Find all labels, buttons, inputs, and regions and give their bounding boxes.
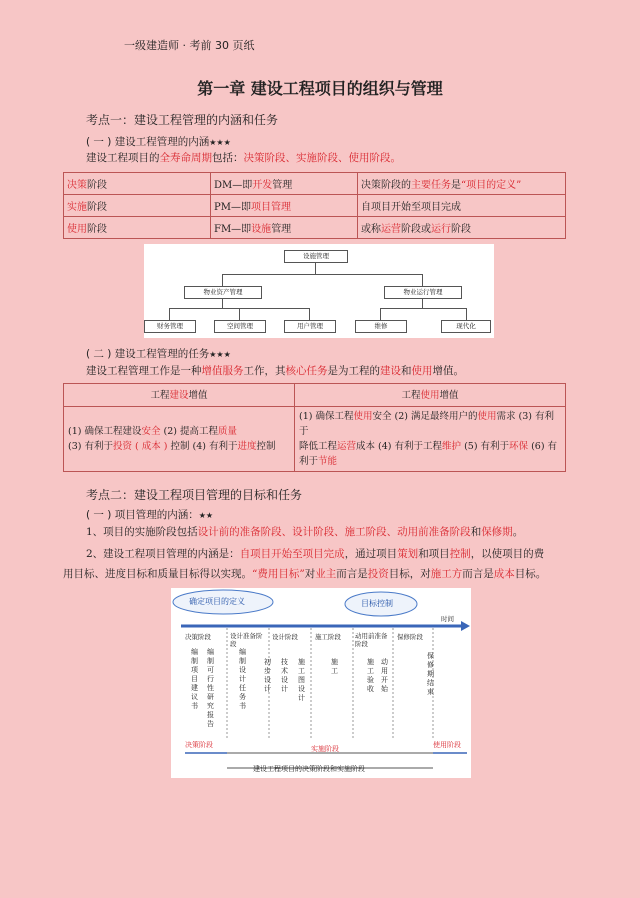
- kp1-task: 建设工程管理工作是一种增值服务工作，其核心任务是为工程的建设和使用增值。: [86, 365, 464, 377]
- v-text: 施工验收: [367, 658, 374, 693]
- kp1-title: 考点一：建设工程管理的内涵和任务: [86, 113, 279, 127]
- org-leaf4: 维修: [355, 320, 407, 333]
- v-text: 施工图设计: [298, 658, 305, 702]
- phase-label: 设计阶段: [272, 633, 298, 641]
- org-leaf5: 现代化: [441, 320, 491, 333]
- lifecycle-diagram: [171, 588, 471, 778]
- v-text: 保修期结束: [427, 652, 434, 696]
- org-mid1: 物业资产管理: [184, 286, 262, 299]
- phase-label: 设计准备阶段: [230, 632, 263, 648]
- time-label: 时间: [441, 615, 454, 623]
- table-row: 决策阶段 DM—即开发管理 决策阶段的主要任务是“项目的定义”: [64, 173, 566, 195]
- table-row: 实施阶段 PM—即项目管理 自项目开始至项目完成: [64, 195, 566, 217]
- bottom-use: 使用阶段: [433, 741, 461, 749]
- kp2-p3: 用目标、进度目标和质量目标得以实现。“费用目标”对业主而言是投资目标，对施工方而言是成本目标。: [63, 568, 547, 580]
- value-table: [63, 383, 566, 472]
- chapter-title: 第一章 建设工程项目的组织与管理: [197, 79, 443, 98]
- bottom-span: 建设工程项目的决策阶段和实施阶段: [253, 765, 365, 773]
- v-text: 编制项目建议书: [191, 648, 198, 710]
- v-text: 施工: [331, 658, 338, 675]
- org-leaf1: 财务管理: [144, 320, 196, 333]
- kp1-lifecycle: 建设工程项目的全寿命周期包括：决策阶段、实施阶段、使用阶段。: [86, 152, 401, 164]
- cloud-define: 确定项目的定义: [189, 597, 245, 606]
- org-leaf2: 空间管理: [214, 320, 266, 333]
- phase-label: 决策阶段: [185, 633, 211, 641]
- table-row: 工程建设增值 工程使用增值: [64, 384, 566, 407]
- kp2-p2: 2、建设工程项目管理的内涵是：自项目开始至项目完成，通过项目策划和项目控制，以使项目的费: [86, 548, 545, 560]
- v-text: 初步设计: [264, 658, 271, 693]
- bottom-decision: 决策阶段: [185, 741, 213, 749]
- org-chart: [144, 244, 494, 338]
- phase-label: 保修阶段: [397, 633, 423, 641]
- kp1-s2: ( 二 ) 建设工程管理的任务★★★: [86, 348, 231, 360]
- phase-label: 施工阶段: [315, 633, 341, 641]
- kp2-p1: 1、项目的实施阶段包括设计前的准备阶段、设计阶段、施工阶段、动用前准备阶段和保修期。: [86, 526, 524, 538]
- org-root: 设施管理: [284, 250, 348, 263]
- org-mid2: 物业运行管理: [384, 286, 462, 299]
- star-icon: ★★: [198, 511, 214, 520]
- kp1-s1: ( 一 ) 建设工程管理的内涵★★★: [86, 136, 231, 148]
- phase-label: 动用前准备阶段: [355, 632, 388, 648]
- cloud-control: 目标控制: [361, 599, 393, 608]
- kp2-title: 考点二：建设工程项目管理的目标和任务: [86, 488, 303, 502]
- bottom-impl: 实施阶段: [311, 745, 339, 753]
- table-row: (1) 确保工程建设安全 (2) 提高工程质量 (3) 有利于投资 ( 成本 ) 控制 (4) 有利于进度控制 (1) 确保工程使用安全 (2) 满足最终用户的使用需求 (3) 有利于 降低工程运营成本 (4) 有利于工程维护 (5) 有利于环保 (6) 有 利于节能: [64, 407, 566, 472]
- star-icon: ★★★: [209, 350, 231, 359]
- v-text: 编制可行性研究报告: [207, 648, 214, 728]
- v-text: 编制设计任务书: [239, 648, 246, 710]
- page-header: 一级建造师 · 考前 30 页纸: [124, 39, 255, 52]
- org-leaf3: 用户管理: [284, 320, 336, 333]
- v-text: 技术设计: [281, 658, 288, 693]
- star-icon: ★★★: [209, 138, 231, 147]
- table-row: 使用阶段 FM—即设施管理 或称运营阶段或运行阶段: [64, 217, 566, 239]
- v-text: 动用开始: [381, 658, 388, 693]
- kp2-s1: ( 一 ) 项目管理的内涵：★★: [86, 509, 214, 521]
- lifecycle-table: [63, 172, 566, 239]
